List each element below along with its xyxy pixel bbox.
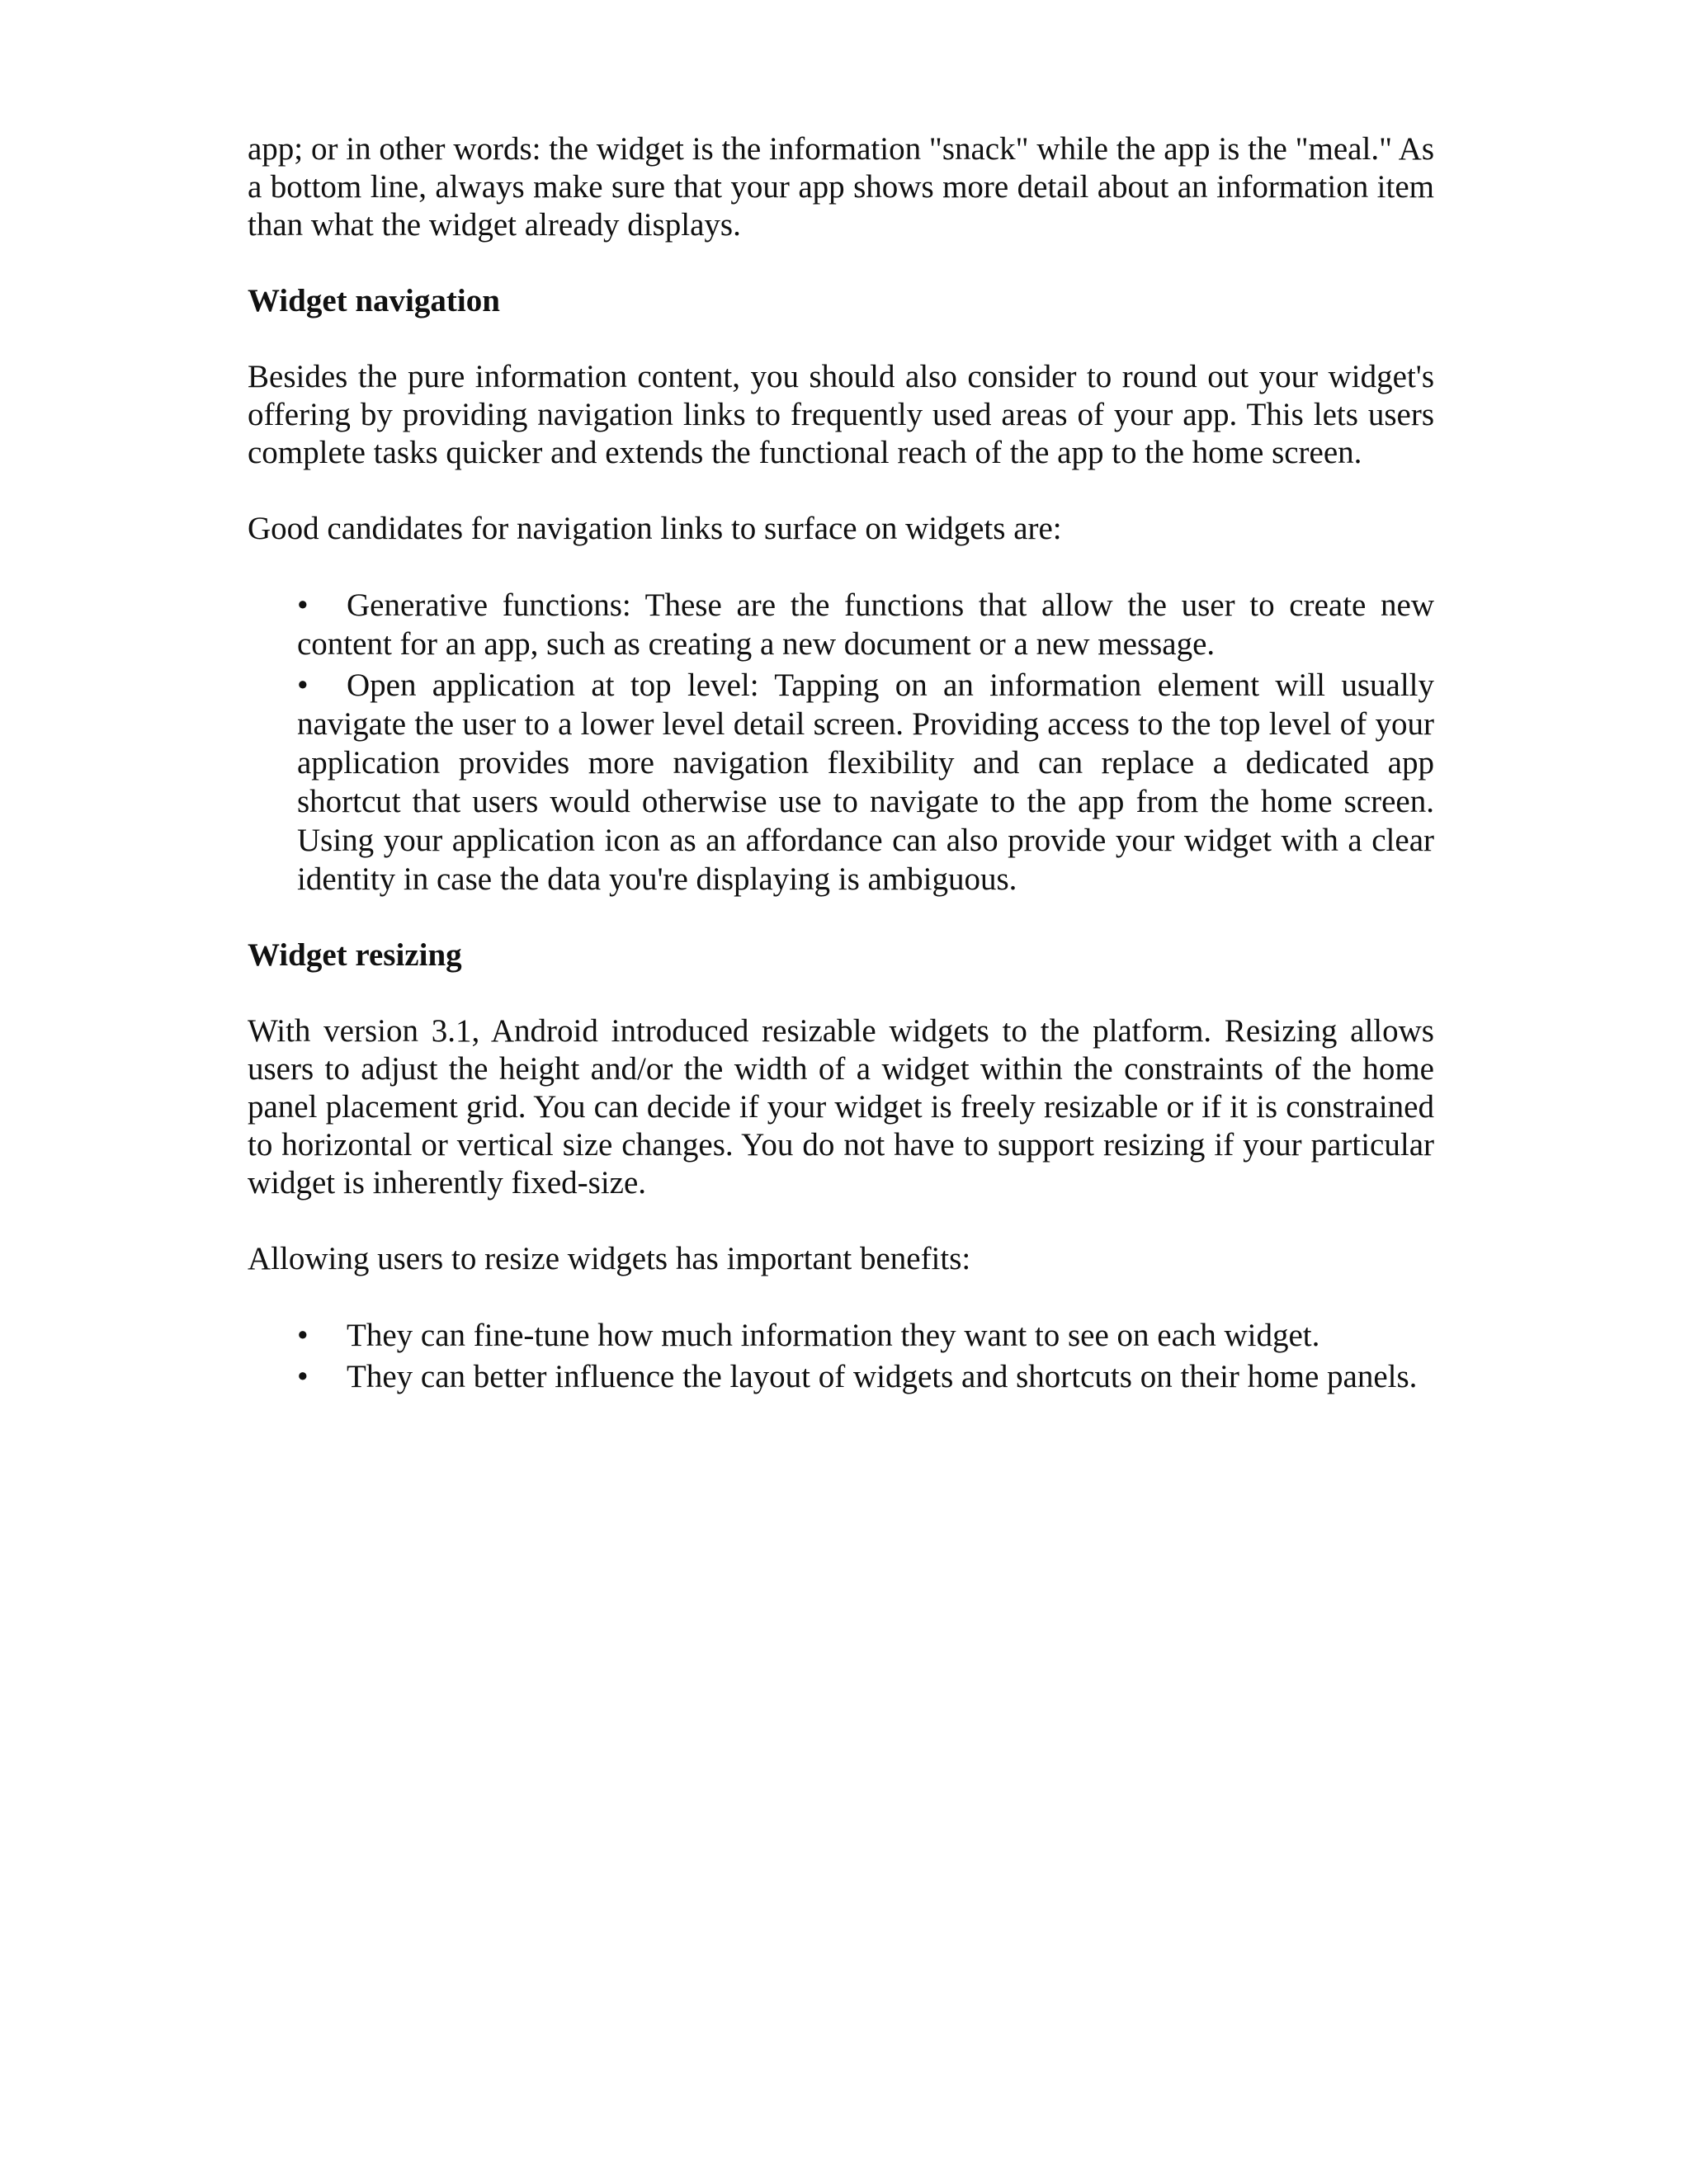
bullet-icon: • [297,587,309,623]
document-page [248,130,1434,1434]
bullet-icon: • [297,667,309,703]
resizing-benefits-paragraph: Allowing users to resize widgets has important benefits: [248,1241,971,1276]
list-item-text: They can better influence the layout of widgets and shortcuts on their home panels. [347,1359,1418,1394]
heading-widget-resizing: Widget resizing [248,937,462,973]
navigation-candidates-paragraph: Good candidates for navigation links to surface on widgets are: [248,511,1062,546]
navigation-bullet-list [248,586,1434,899]
list-item-text: Open application at top level: Tapping on an information element will usually navigate the user to a lower level detail screen. Providing access to the top level of your application provides more navigation flexibility and can replace a dedicated app shortcut that users would otherwise use to navigate to the app from the home screen. Using your application icon as an affordance can also provide your widget with a clear identity in case the data you're displaying is ambiguous. [297,667,1434,897]
bullet-icon: • [297,1359,309,1394]
heading-widget-navigation: Widget navigation [248,283,500,318]
list-item [297,666,1434,899]
list-item [297,586,1434,663]
resizing-body-paragraph: With version 3.1, Android introduced resizable widgets to the platform. Resizing allows users to adjust the height and/or the width of a widget within the constraints of the home panel placement grid. You can decide if your widget is freely resizable or if it is constrained to horizontal or vertical size changes. You do not have to support resizing if your particular widget is inherently fixed-size. [248,1013,1434,1200]
resizing-bullet-list [248,1316,1434,1396]
list-item [297,1357,1434,1396]
list-item-text: Generative functions: These are the functions that allow the user to create new content for an app, such as creating a new document or a new message. [297,587,1434,662]
bullet-icon: • [297,1318,309,1353]
list-item-text: They can fine-tune how much information they want to see on each widget. [347,1318,1320,1353]
intro-paragraph: app; or in other words: the widget is the information "snack" while the app is the "meal." As a bottom line, always make sure that your app shows more detail about an information item than what the widget already displays. [248,131,1434,243]
navigation-body-paragraph: Besides the pure information content, you should also consider to round out your widget's offering by providing navigation links to frequently used areas of your app. This lets users complete tasks quicker and extends the functional reach of the app to the home screen. [248,359,1434,470]
list-item [297,1316,1434,1355]
